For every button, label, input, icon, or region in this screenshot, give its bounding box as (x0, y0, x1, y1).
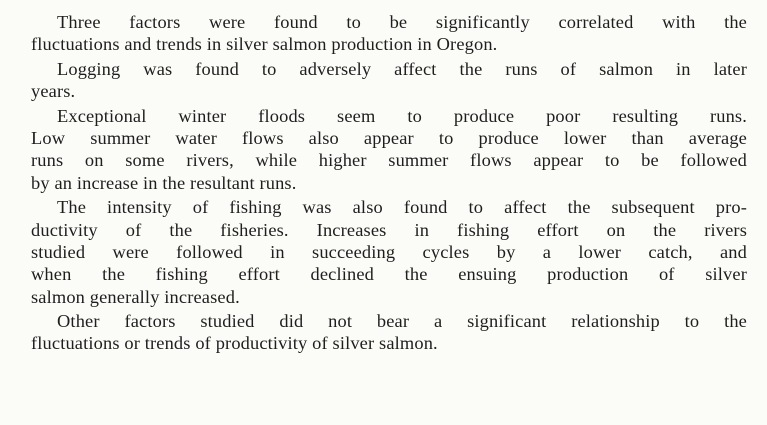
paragraph (31, 58, 747, 103)
text-line: salmon generally increased. (31, 286, 240, 307)
text-line: when the fishing effort declined the ensuing production of silver (31, 264, 747, 285)
paragraph (31, 105, 747, 195)
text-line: Three factors were found to be significantly correlated with the (57, 12, 747, 32)
paragraph (31, 11, 747, 56)
text-line: fluctuations or trends of productivity of silver salmon. (31, 333, 438, 354)
text-line: ductivity of the fisheries. Increases in fishing effort on the rivers (31, 219, 747, 240)
text-line: The intensity of fishing was also found to affect the subsequent pro- (57, 197, 747, 218)
text-line: Other factors studied did not bear a significant relationship to the (57, 311, 747, 332)
text-line: runs on some rivers, while higher summer flows appear to be followed (31, 150, 747, 171)
text-line: years. (31, 81, 76, 102)
text-line: by an increase in the resultant runs. (31, 172, 297, 193)
text-line: Low summer water flows also appear to produce lower than average (31, 127, 747, 148)
text-line: Exceptional winter floods seem to produce poor resulting runs. (57, 105, 747, 126)
text-body (31, 11, 747, 355)
text-line: studied were followed in succeeding cycles by a lower catch, and (31, 241, 747, 262)
paragraph (31, 310, 747, 355)
text-line: fluctuations and trends in silver salmon production in Oregon. (31, 34, 498, 55)
paragraph (31, 196, 747, 308)
text-line: Logging was found to adversely affect the runs of salmon in later (57, 58, 747, 79)
